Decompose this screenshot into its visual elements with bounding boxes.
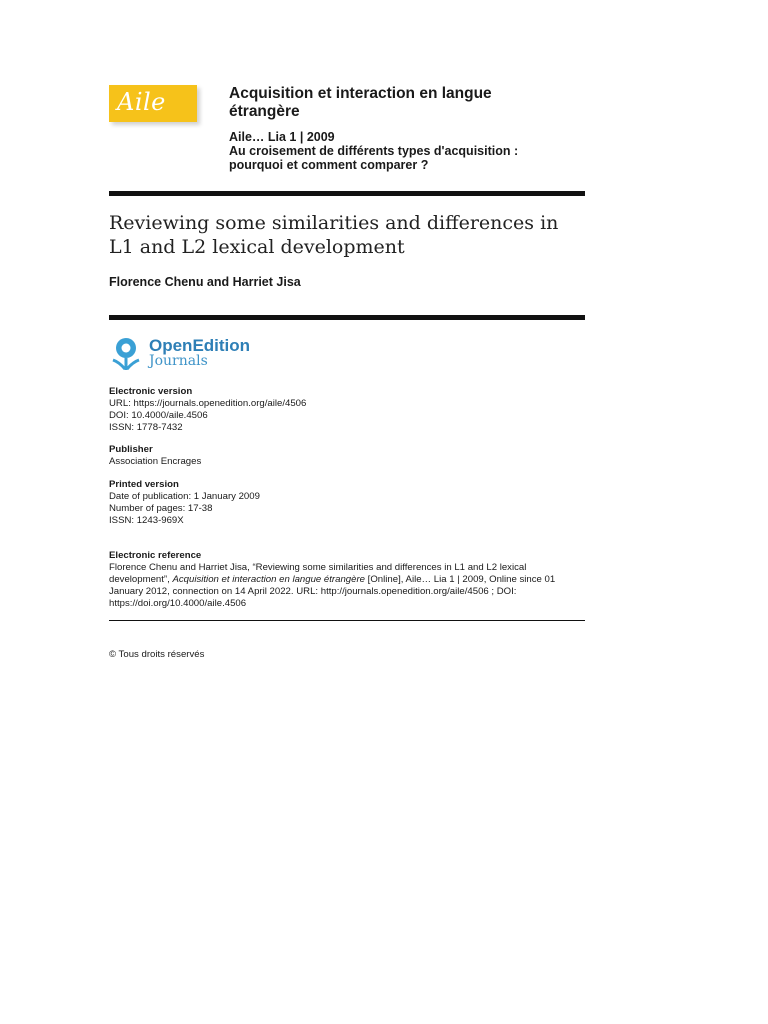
reference-text-after: [Online], Aile… Lia 1 | 2009, Online since 01 January 2012, connection on 14 April 2022. URL: http://journals.openedition.org/aile/4506 ; DOI: https://doi.org/10.4000/aile.4506 <box>109 574 556 609</box>
reference-text-before: Florence Chenu and Harriet Jisa, “Reviewing some similarities and differences in L1 and L2 lexical development”, <box>109 562 527 585</box>
printed-version-issn: ISSN: 1243-969X <box>109 515 184 526</box>
article-title: Reviewing some similarities and differences in L1 and L2 lexical development <box>109 212 559 258</box>
openedition-sub: Journals <box>149 353 208 369</box>
aile-logo-text: Aile <box>117 88 166 116</box>
printed-version-pages: Number of pages: 17-38 <box>109 503 213 514</box>
article-authors: Florence Chenu and Harriet Jisa <box>109 275 301 289</box>
publisher-name: Association Encrages <box>109 456 202 467</box>
issue-number: Aile… Lia 1 | 2009 <box>229 130 335 144</box>
issue-theme: Au croisement de différents types d'acquisition : pourquoi et comment comparer ? <box>229 144 519 172</box>
electronic-version-heading: Electronic version <box>109 386 193 397</box>
openedition-logo[interactable] <box>109 336 269 376</box>
divider-middle <box>109 315 585 320</box>
electronic-reference-section <box>109 550 589 610</box>
divider-top <box>109 191 585 196</box>
electronic-reference-text[interactable] <box>109 562 579 610</box>
electronic-version-section <box>109 386 589 434</box>
electronic-version-doi[interactable]: DOI: 10.4000/aile.4506 <box>109 410 208 421</box>
printed-version-section <box>109 479 589 527</box>
printed-version-heading: Printed version <box>109 479 179 490</box>
printed-version-date: Date of publication: 1 January 2009 <box>109 491 260 502</box>
publisher-heading: Publisher <box>109 444 153 455</box>
journal-title[interactable]: Acquisition et interaction en langue étrangère <box>229 85 492 120</box>
electronic-version-url[interactable]: URL: https://journals.openedition.org/aile/4506 <box>109 398 307 409</box>
aile-logo <box>109 85 197 122</box>
divider-bottom <box>109 620 585 621</box>
openedition-brand: OpenEdition <box>149 336 251 355</box>
electronic-reference-heading: Electronic reference <box>109 550 202 561</box>
openedition-icon <box>109 336 143 374</box>
copyright-notice: © Tous droits réservés <box>109 649 205 660</box>
issue-info[interactable] <box>229 130 569 172</box>
publisher-section <box>109 444 589 468</box>
reference-journal-italic: Acquisition et interaction en langue étrangère <box>172 574 366 585</box>
electronic-version-issn: ISSN: 1778-7432 <box>109 422 183 433</box>
